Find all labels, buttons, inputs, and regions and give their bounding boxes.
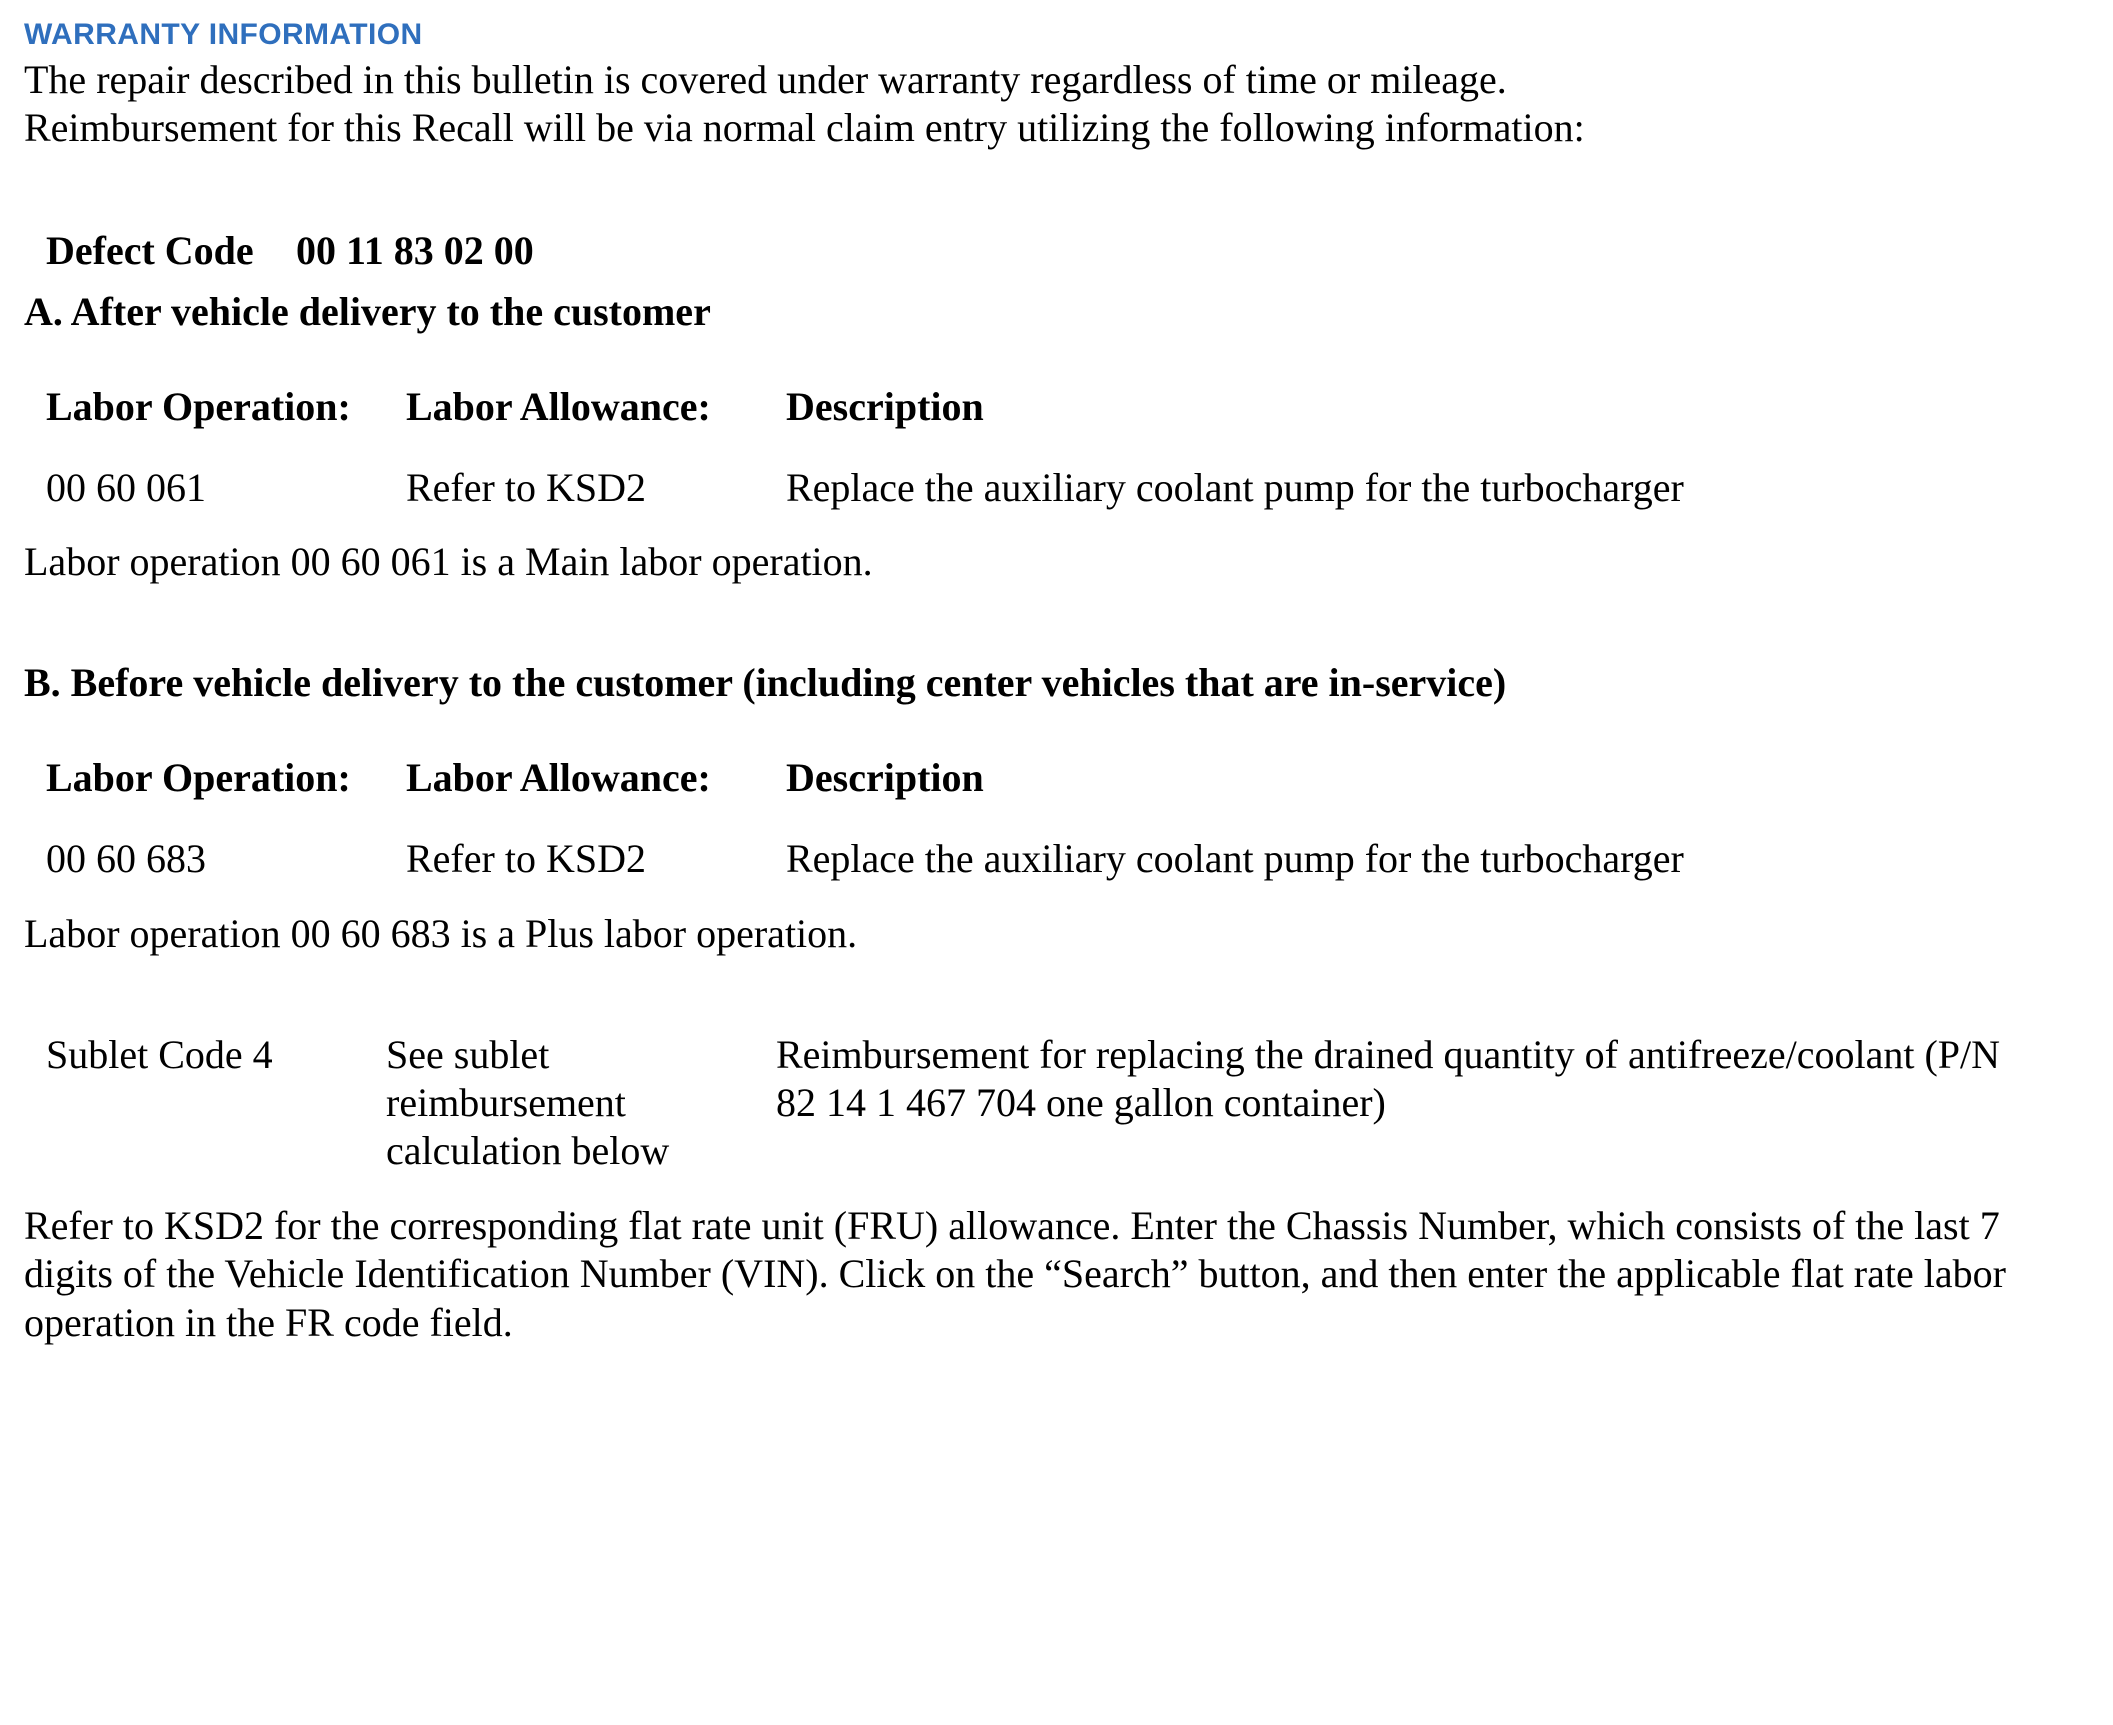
section-a-labor-table: [46, 383, 2006, 512]
column-header-description: Description: [786, 383, 984, 429]
table-header-row: [46, 383, 2006, 464]
cell-labor-operation: 00 60 683: [46, 836, 206, 882]
section-a-note: Labor operation 00 60 061 is a Main labor operation.: [24, 539, 873, 585]
cell-sublet-code: Sublet Code 4: [46, 1031, 273, 1077]
cell-labor-operation: 00 60 061: [46, 464, 206, 510]
table-row: [46, 464, 2006, 512]
spacer: [24, 153, 2089, 227]
cell-description: Replace the auxiliary coolant pump for the turbocharger: [786, 836, 1684, 882]
cell-labor-allowance: Refer to KSD2: [406, 464, 646, 510]
column-header-labor-operation: Labor Operation:: [46, 755, 351, 801]
spacer: [24, 585, 2089, 659]
section-b-title: B. Before vehicle delivery to the customer (including center vehicles that are in-service): [24, 660, 1507, 706]
section-a-title: A. After vehicle delivery to the customer: [24, 288, 711, 334]
column-header-labor-allowance: Labor Allowance:: [406, 383, 711, 429]
section-b-note: Labor operation 00 60 683 is a Plus labor operation.: [24, 910, 858, 956]
column-header-labor-allowance: Labor Allowance:: [406, 755, 711, 801]
cell-description: Replace the auxiliary coolant pump for the turbocharger: [786, 464, 1684, 510]
intro-line-1: The repair described in this bulletin is covered under warranty regardless of time or mileage.: [24, 57, 1507, 102]
section-b-labor-table: [46, 754, 2006, 883]
section-heading-warranty-information: WARRANTY INFORMATION: [24, 18, 423, 51]
cell-sublet-allowance: See sublet reimbursement calculation below: [386, 1031, 670, 1174]
intro-line-2: Reimbursement for this Recall will be via normal claim entry utilizing the following information:: [24, 105, 1585, 151]
column-header-description: Description: [786, 755, 984, 801]
spacer: [24, 335, 2089, 383]
cell-labor-allowance: Refer to KSD2: [406, 836, 646, 882]
spacer: [24, 884, 2089, 910]
defect-code-value: 00 11 83 02 00: [296, 227, 534, 273]
cell-sublet-description: Reimbursement for replacing the drained quantity of antifreeze/coolant (P/N 82 14 1 467 704 one gallon container): [776, 1031, 2001, 1125]
table-row: [46, 835, 2006, 883]
spacer: [24, 274, 2089, 288]
spacer: [24, 706, 2089, 754]
defect-code-label: Defect Code: [46, 227, 254, 273]
table-row: [46, 1031, 2006, 1176]
defect-code-row: [46, 227, 2089, 274]
spacer: [24, 957, 2089, 1031]
spacer: [24, 1176, 2089, 1202]
table-header-row: [46, 754, 2006, 835]
spacer: [24, 512, 2089, 538]
closing-paragraph: Refer to KSD2 for the corresponding flat rate unit (FRU) allowance. Enter the Chassis Number, which consists of the last 7 digits of the Vehicle Identification Number (VIN). Click on the “Search” button, and then enter the applicable flat rate labor operation in the FR code field.: [24, 1202, 2006, 1345]
sublet-table: [46, 1031, 2006, 1176]
column-header-labor-operation: Labor Operation:: [46, 383, 351, 429]
